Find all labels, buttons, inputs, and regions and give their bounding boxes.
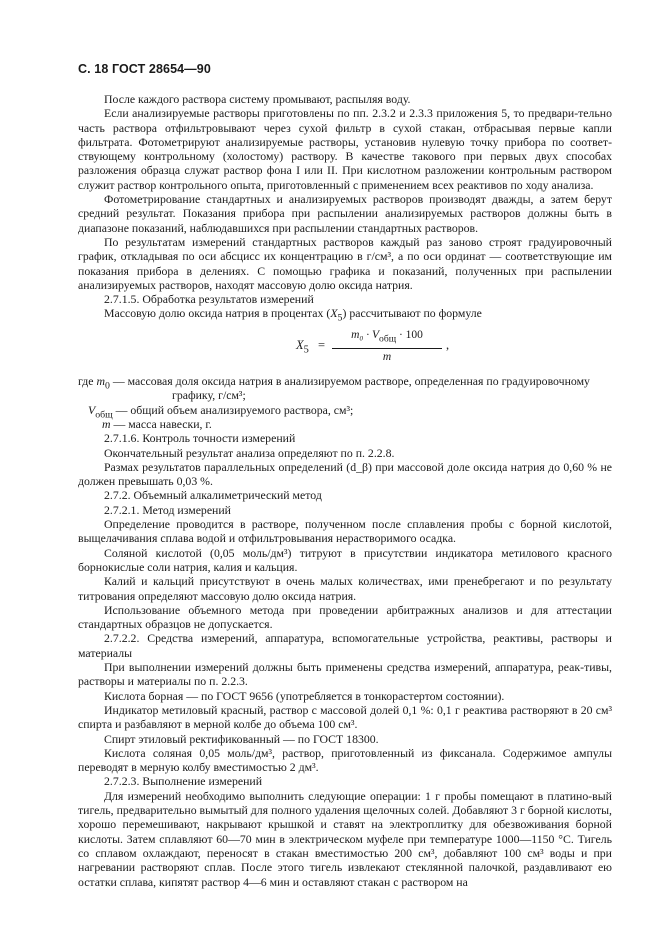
section-heading: 2.7.1.5. Обработка результатов измерений	[104, 292, 314, 307]
formula-fraction	[332, 328, 442, 364]
formula-equals: =	[318, 338, 326, 353]
paragraph: Фотометрирование стандартных и анализируемых растворов производят дважды, а затем берут средний результат. Показания прибора при распылении анализируемых растворов должны быть в диапазоне показаний, наблюдавшихся при распылении стандартных растворов.	[78, 192, 612, 235]
page-header: С. 18 ГОСТ 28654—90	[78, 62, 211, 76]
definition-row	[78, 388, 612, 402]
def-symbol-sub: 0	[104, 380, 110, 392]
section-heading: 2.7.2.2. Средства измерений, аппаратура, вспомогательные устройства, реактивы, растворы и материалы	[78, 631, 612, 660]
paragraph: Окончательный результат анализа определяют по п. 2.2.8.	[104, 445, 395, 460]
formula-num-tail: · 100	[396, 329, 423, 342]
paragraph: После каждого раствора систему промывают, распыляя воду.	[104, 92, 411, 106]
definition-row	[78, 402, 612, 421]
definition-row	[78, 374, 612, 392]
formula-num-sub: общ	[379, 333, 397, 345]
paragraph: Кислота борная — по ГОСТ 9656 (употребляется в тонкорастертом состоянии).	[104, 688, 505, 703]
paragraph: Калий и кальций присутствуют в очень малых количествах, ими пренебрегают и по результату титрования определяют массовую долю оксида натрия.	[78, 574, 612, 603]
paragraph: Если анализируемые растворы приготовлены по пп. 2.3.2 и 2.3.3 приложения 5, то предвари-тельно часть раствора отфильтровывают через сухой фильтр в сухой стакан, отбрасывая первые капли фильтрата. Фотометрируют анализируемые растворы, установив нулевую точку прибора по соответ-ствующему контрольному (холостому) раствору. В качестве такового при первых двух способах разложения образца служат раствор фона I или II. При кислотном разложении контрольным раствором служит раствор контрольного опыта, приготовленный с применением всех реактивов по ходу анализа.	[78, 106, 612, 192]
def-desc: — массовая доля оксида натрия в анализируемом растворе, определенная по градуировочному	[109, 374, 590, 389]
paragraph: По результатам измерений стандартных растворов каждый раз заново строят градуировочный график, откладывая по оси абсцисс их концентрацию в г/см³, а по оси ординат — соответствующие им показания прибора в делениях. С помощью графика и показаний, полученных при распылении анализируемых растворов, находят массовую долю оксида натрия.	[78, 234, 612, 292]
formula-intro	[78, 306, 612, 326]
formula-intro-text-end: ) рассчитывают по формуле	[342, 306, 482, 321]
paragraph: При выполнении измерений должны быть применены средства измерений, аппаратура, реак-тивы, растворы и материалы по п. 2.2.3.	[78, 660, 612, 689]
formula-num-text: m₀ · V	[351, 329, 380, 342]
def-desc: — масса навески, г.	[110, 417, 212, 431]
paragraph: Для измерений необходимо выполнить следующие операции: 1 г пробы помещают в платино-вый тигель, предварительно вымытый для полного удаления щелочных солей. Добавляют 3 г борной кислоты, хорошо перемешивают, накрывают крышкой и ставят на электроплитку для обезвоживания борной кислоты. Затем сплавляют 60—70 мин в электрическом муфеле при температуре 1000—1150 °С. Тигель со сплавом охлаждают, переносят в стакан вместимостью 200 см³, добавляют 100 см³ воды и при нагревании растворяют сплав. После этого тигель извлекают стеклянной палочкой, раздавливают ею остатки сплава, кипятят раствор 4—6 мин и оставляют стакан с раствором на	[78, 788, 612, 889]
formula-numerator	[332, 328, 442, 349]
formula-lhs-var: X	[296, 338, 304, 353]
definition-text: графику, г/см³;	[172, 388, 246, 403]
def-symbol: m	[96, 374, 105, 389]
def-prefix: где	[78, 374, 97, 389]
formula-lhs-sub: 5	[303, 344, 309, 356]
paragraph: Кислота соляная 0,05 моль/дм³, раствор, приготовленный из фиксанала. Содержимое ампулы переводят в мерную колбу вместимостью 2 дм³.	[78, 745, 612, 775]
document-body	[78, 92, 612, 889]
definitions	[78, 374, 612, 431]
def-symbol: V	[88, 402, 96, 417]
definition-row	[78, 417, 612, 431]
formula-intro-sub: 5	[337, 312, 343, 324]
def-symbol: m	[102, 417, 111, 431]
formula-intro-text: Массовую долю оксида натрия в процентах (	[104, 306, 331, 321]
def-symbol-sub: общ	[95, 409, 113, 421]
paragraph: Определение проводится в растворе, полученном после сплавления пробы с борной кислотой, выщелачивания сплава водой и отфильтровывания нерастворимого осадка.	[78, 517, 612, 546]
paragraph: Спирт этиловый ректификованный — по ГОСТ 18300.	[104, 731, 379, 746]
section-heading: 2.7.2. Объемный алкалиметрический метод	[104, 488, 322, 503]
formula-denominator: m	[382, 350, 392, 363]
paragraph: Использование объемного метода при проведении арбитражных анализов и для аттестации стандартных образцов не допускается.	[78, 602, 612, 632]
formula	[78, 328, 612, 372]
formula-intro-var: X	[330, 306, 338, 321]
paragraph: Индикатор метиловый красный, раствор с массовой долей 0,1 %: 0,1 г реактива растворяют в 20 см³ спирта и разбавляют в мерной колбе до объема 100 см³.	[78, 702, 612, 732]
def-desc: — общий объем анализируемого раствора, см³;	[112, 402, 354, 417]
definition-text	[102, 417, 212, 437]
formula-lhs	[296, 338, 309, 358]
section-heading: 2.7.1.6. Контроль точности измерений	[104, 431, 296, 446]
section-heading: 2.7.2.1. Метод измерений	[104, 502, 232, 517]
section-heading: 2.7.2.3. Выполнение измерений	[104, 774, 263, 789]
paragraph: Соляной кислотой (0,05 моль/дм³) титруют в присутствии индикатора метилового красного борнокислые соли натрия, калия и кальция.	[78, 545, 612, 574]
formula-comma: ,	[446, 338, 450, 353]
paragraph: Размах результатов параллельных определений (d_β) при массовой доле оксида натрия до 0,60 % не должен превышать 0,03 %.	[78, 459, 612, 489]
